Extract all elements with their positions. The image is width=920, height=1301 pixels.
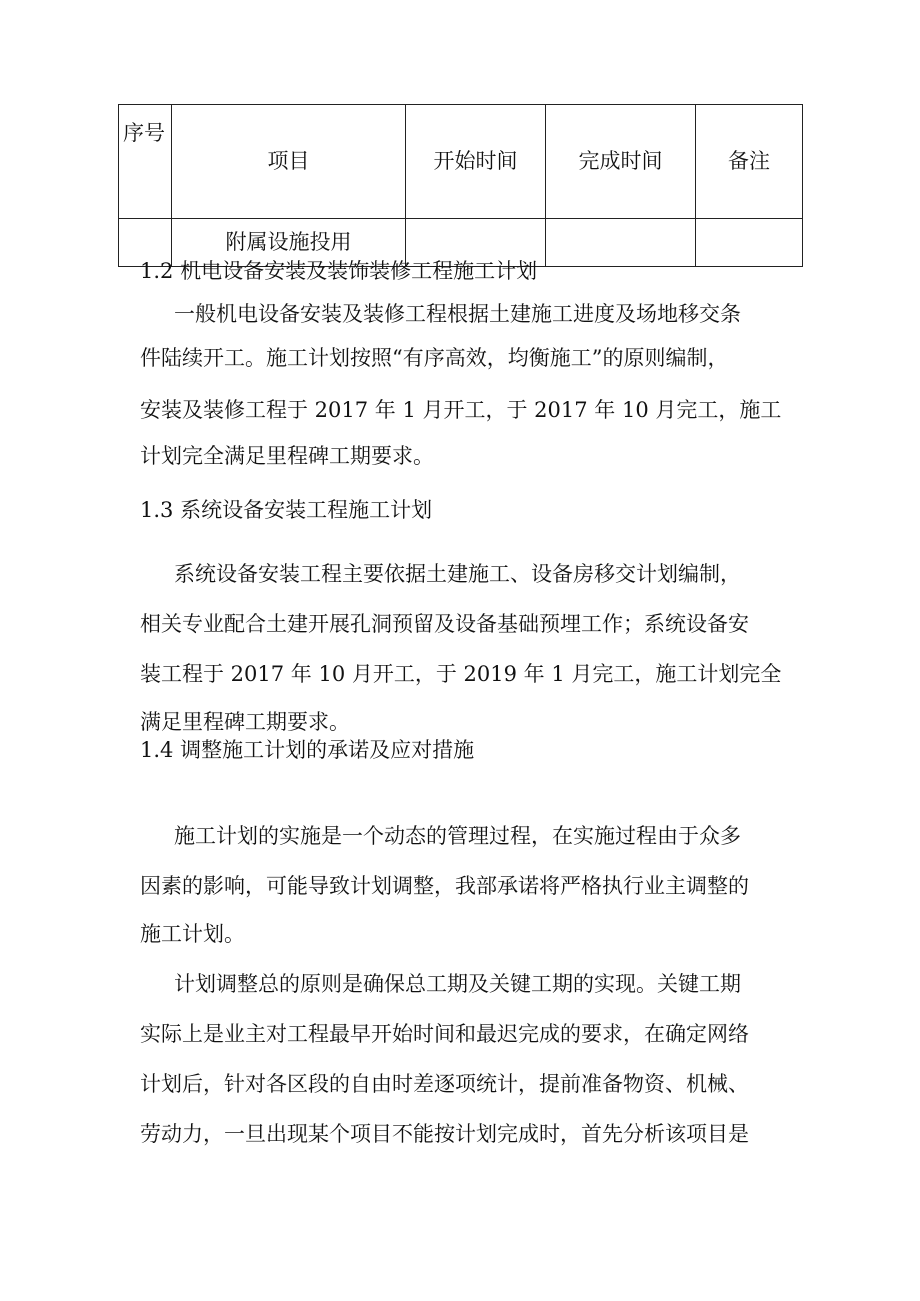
paragraph-line: 施工计划的实施是一个动态的管理过程，在实施过程由于众多: [174, 824, 741, 848]
table-header-row: [119, 105, 803, 219]
paragraph-line: 系统设备安装工程主要依据土建施工、设备房移交计划编制，: [174, 562, 741, 586]
section-heading: 1.3 系统设备安装工程施工计划: [140, 498, 433, 522]
paragraph-line: 实际上是业主对工程最早开始时间和最迟完成的要求，在确定网络: [140, 1022, 749, 1046]
section-heading: 1.2 机电设备安装及装饰装修工程施工计划: [140, 259, 538, 283]
schedule-table: [118, 104, 803, 267]
paragraph-line: 件陆续开工。施工计划按照“有序高效，均衡施工”的原则编制，: [140, 346, 729, 370]
cell-item: 附属设施投用: [172, 219, 406, 267]
header-item: 项目: [172, 105, 406, 219]
header-start-time: 开始时间: [406, 105, 546, 219]
header-end-time: 完成时间: [546, 105, 696, 219]
paragraph-line: 装工程于 2017 年 10 月开工，于 2019 年 1 月完工，施工计划完全: [140, 662, 782, 686]
paragraph-line: 计划后，针对各区段的自由时差逐项统计，提前准备物资、机械、: [140, 1072, 749, 1096]
paragraph-line: 安装及装修工程于 2017 年 1 月开工，于 2017 年 10 月完工，施工: [140, 398, 782, 422]
cell-note: [696, 219, 803, 267]
paragraph-line: 施工计划。: [140, 922, 245, 946]
section-heading: 1.4 调整施工计划的承诺及应对措施: [140, 738, 475, 762]
paragraph-line: 计划调整总的原则是确保总工期及关键工期的实现。关键工期: [174, 972, 741, 996]
header-note: 备注: [696, 105, 803, 219]
paragraph-line: 满足里程碑工期要求。: [140, 710, 350, 734]
paragraph-line: 因素的影响，可能导致计划调整，我部承诺将严格执行业主调整的: [140, 874, 749, 898]
paragraph-line: 劳动力，一旦出现某个项目不能按计划完成时，首先分析该项目是: [140, 1122, 749, 1146]
cell-end: [546, 219, 696, 267]
header-seq: 序号: [119, 105, 172, 219]
paragraph-line: 计划完全满足里程碑工期要求。: [140, 444, 434, 468]
paragraph-line: 相关专业配合土建开展孔洞预留及设备基础预埋工作；系统设备安: [140, 612, 749, 636]
paragraph-line: 一般机电设备安装及装修工程根据土建施工进度及场地移交条: [174, 302, 741, 326]
